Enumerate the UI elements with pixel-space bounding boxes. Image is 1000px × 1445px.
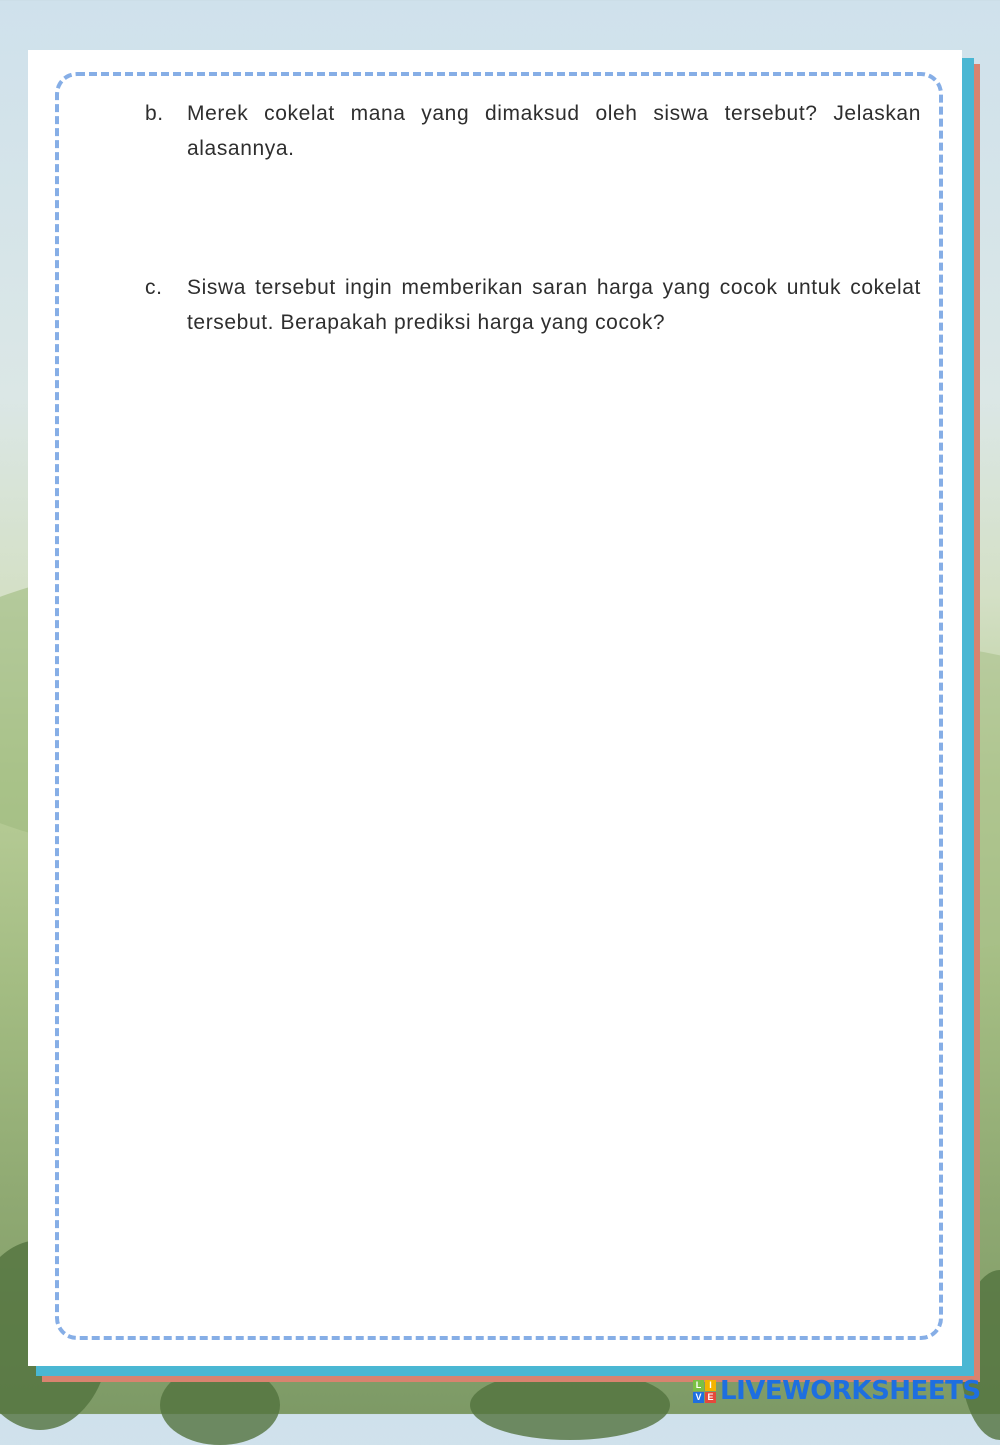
- liveworksheets-logo: [693, 1376, 981, 1406]
- question-text: Merek cokelat mana yang dimaksud oleh siswa tersebut? Jelaskan alasannya.: [187, 102, 921, 160]
- logo-grid-icon: [693, 1380, 716, 1403]
- question-marker: c.: [145, 276, 163, 299]
- question-marker: b.: [145, 102, 164, 125]
- logo-text: LIVEWORKSHEETS: [720, 1376, 981, 1406]
- question-text: Siswa tersebut ingin memberikan saran harga yang cocok untuk cokelat tersebut. Berapakah prediksi harga yang cocok?: [187, 276, 921, 334]
- logo-grid-letter: L: [693, 1380, 704, 1391]
- logo-grid-letter: E: [705, 1392, 716, 1403]
- question-b: [145, 96, 921, 166]
- logo-grid-letter: I: [705, 1380, 716, 1391]
- dashed-frame: [55, 72, 943, 1340]
- logo-grid-letter: V: [693, 1392, 704, 1403]
- question-c: [145, 270, 921, 340]
